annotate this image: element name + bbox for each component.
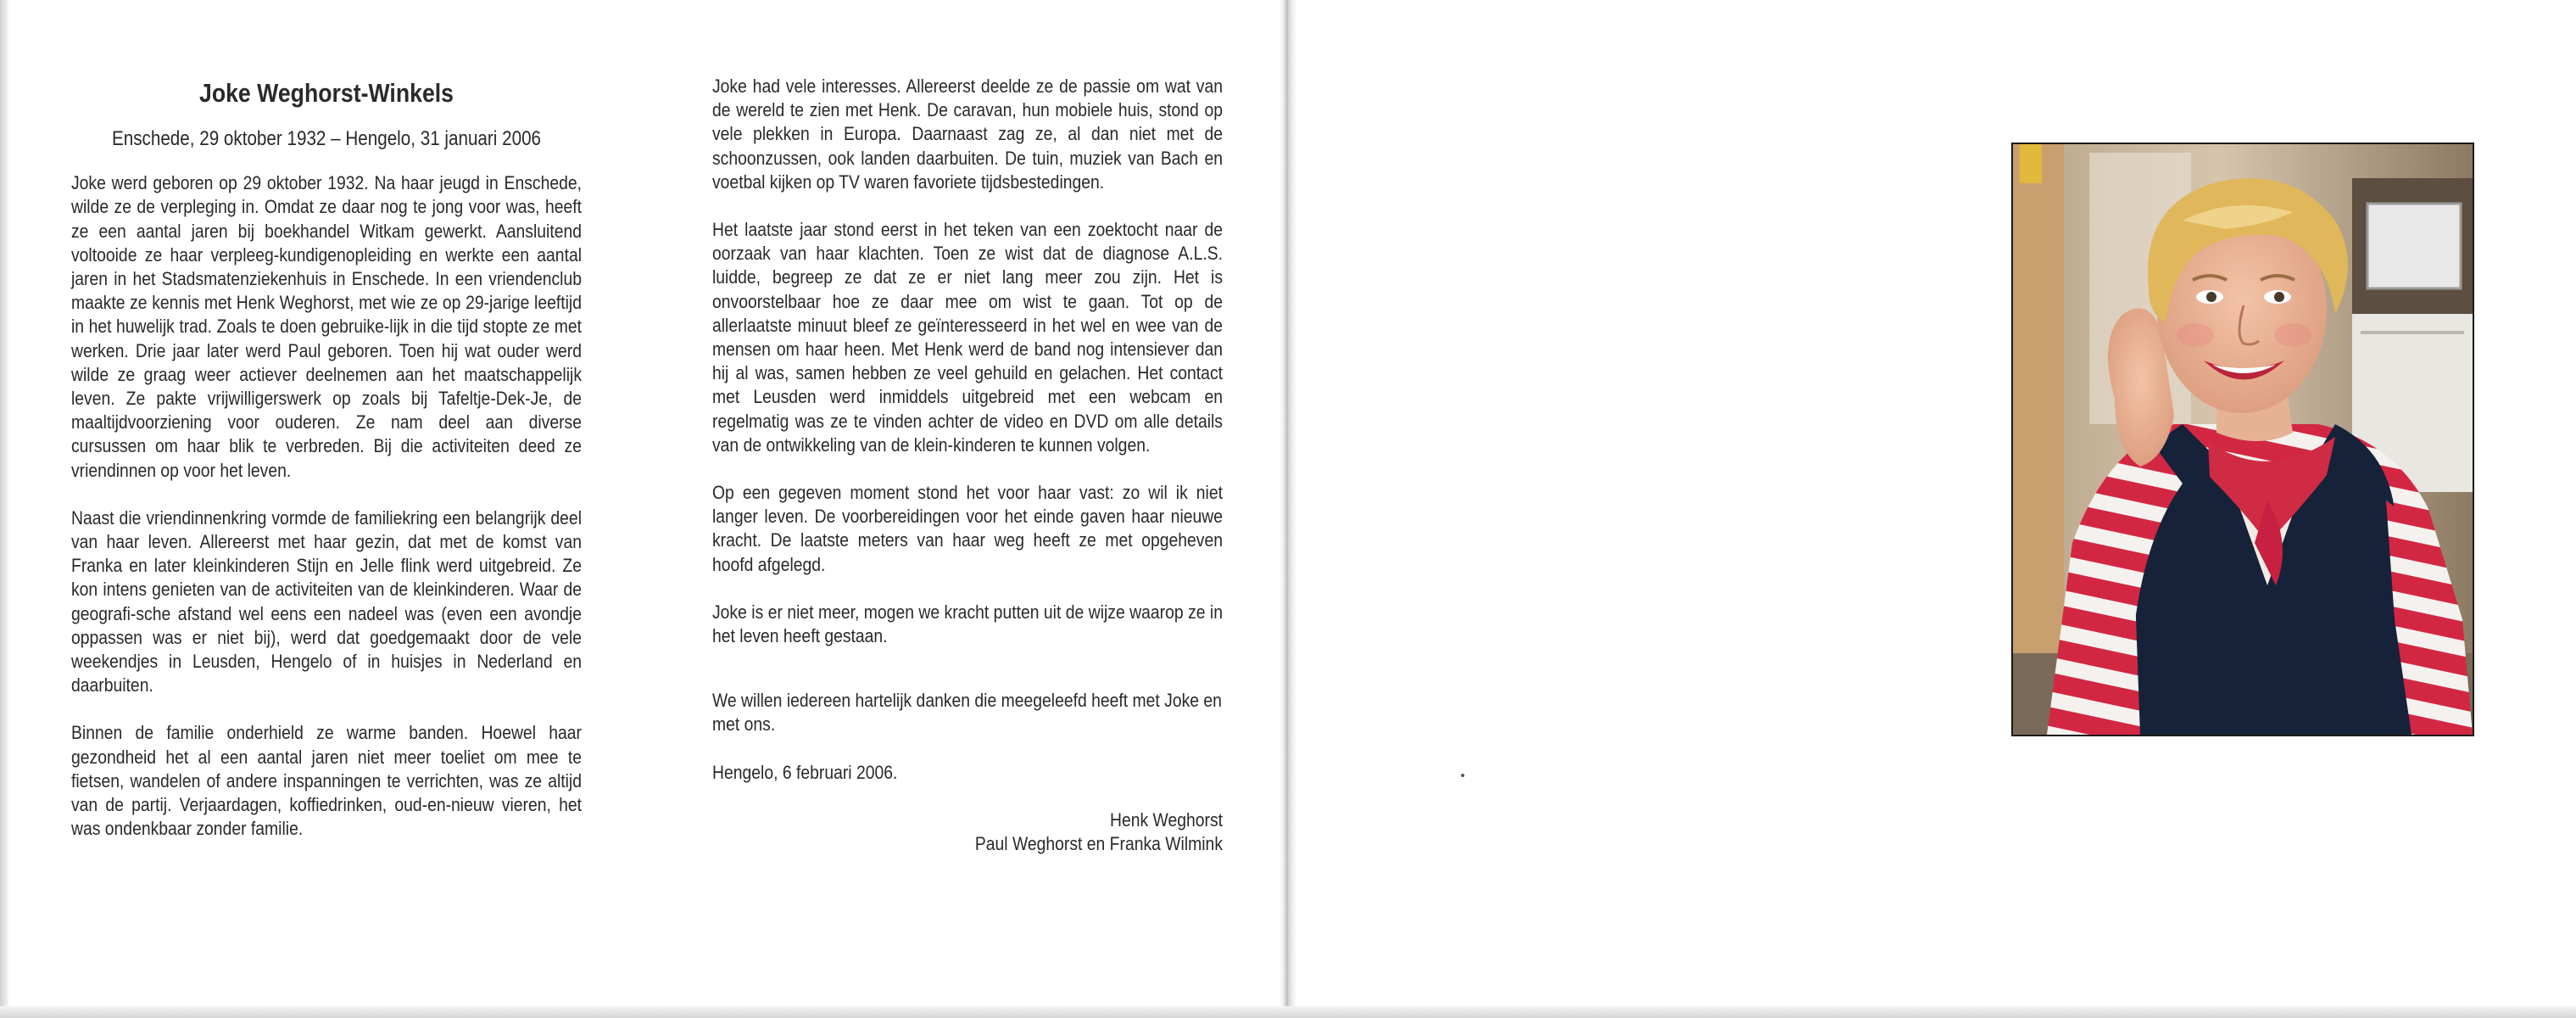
card-bottom-edge	[0, 1006, 2576, 1018]
biography-paragraph: Op een gegeven moment stond het voor haar vast: zo wil ik niet langer leven. De voorbereidingen voor het einde gaven haar nieuwe kracht. De laatste meters van haar weg heeft ze met opgeheven hoofd afgelegd.	[712, 482, 1223, 575]
biography-paragraph: Joke had vele interesses. Allereerst deelde ze de passie om wat van de wereld te zien met Henk. De caravan, hun mobiele huis, stond op vele plekken in Europa. Daarnaast zag ze, al dan niet met de schoonzussen, ook landen daarbuiten. De tuin, muziek van Bach en voetbal kijken op TV waren favoriete tijdsbestedingen.	[712, 76, 1223, 193]
card-fold-crease	[1279, 0, 1297, 1018]
deceased-name-title: Joke Weghorst-Winkels	[198, 78, 454, 108]
closing-paragraph: Joke is er niet meer, mogen we kracht putten uit de wijze waarop ze in het leven heeft gestaan.	[712, 601, 1223, 647]
birth-death-dates: Enschede, 29 oktober 1932 – Hengelo, 31 januari 2006	[111, 127, 542, 150]
right-text-column	[712, 75, 1223, 856]
place-date-line: Hengelo, 6 februari 2006.	[712, 761, 898, 783]
biography-paragraph: Het laatste jaar stond eerst in het teken van een zoektocht naar de oorzaak van haar klachten. Toen ze wist dat de diagnose A.L.S. luidde, begreep ze dat ze er niet lang meer zou zijn. Het is onvoorstelbaar hoe ze daar mee om wist te gaan. Tot op de allerlaatste minuut bleef ze geïnteresseerd in het wel en wee van de mensen om haar heen. Met Henk werd de band nog intensiever dan hij al was, samen hebben ze veel gehuild en gelachen. Het contact met Leusden werd inmiddels uitgebreid met een webcam en regelmatig was ze te vinden achter de video en DVD om alle details van de ontwikkeling van de klein-kinderen te kunnen volgen.	[712, 219, 1223, 456]
signatory-name: Paul Weghorst en Franka Wilmink	[974, 833, 1223, 855]
signatory-name: Henk Weghorst	[1109, 808, 1223, 831]
left-text-column	[71, 78, 582, 864]
paper-speck	[1461, 774, 1464, 777]
biography-paragraph: Naast die vriendinnenkring vormde de familiekring een belangrijk deel van haar leven. Allereerst met haar gezin, dat met de komst van Franka en later kleinkinderen Stijn en Jelle flink werd uitgebreid. Ze kon intens genieten van de activiteiten van de kleinkinderen. Waar de geografi-sche afstand wel eens een nadeel was (even een avondje oppassen was er niet bij), werd dat goedgemaakt door de vele weekendjes in Leusden, Hengelo of in huisjes in Nederland en daarbuiten.	[71, 506, 582, 696]
card-left-edge	[0, 0, 8, 1018]
biography-paragraph: Binnen de familie onderhield ze warme banden. Hoewel haar gezondheid het al een aantal jaren niet meer toeliet om mee te fietsen, wandelen of andere inspanningen te verrichten, was ze altijd van de partij. Verjaardagen, koffiedrinken, oud-en-nieuw vieren, het was ondenkbaar zonder familie.	[71, 722, 582, 840]
portrait-photo	[2011, 143, 2474, 736]
biography-paragraph: Joke werd geboren op 29 oktober 1932. Na haar jeugd in Enschede, wilde ze de verpleging in. Omdat ze daar nog te jong voor was, heeft ze een aantal jaren bij boekhandel Witkam gewerkt. Aansluitend voltooide ze haar verpleeg-kundigenopleiding en werkte een aantal jaren in het Stadsmatenziekenhuis in Enschede. In een vriendenclub maakte ze kennis met Henk Weghorst, met wie ze op 29-jarige leeftijd in het huwelijk trad. Zoals te doen gebruike-lijk in die tijd stopte ze met werken. Drie jaar later werd Paul geboren. Toen hij wat ouder werd wilde ze graag weer actiever deelnemen aan het maatschappelijk leven. Ze pakte vrijwilligerswerk op zoals bij Tafeltje-Dek-Je, de maaltijdvoorziening voor ouderen. Ze nam deel aan diverse cursussen om haar blik te verbreden. Bij die activiteiten deed ze vriendinnen op voor het leven.	[71, 172, 582, 481]
thanks-note: We willen iedereen hartelijk danken die meegeleefd heeft met Joke en met ons.	[712, 690, 1222, 736]
